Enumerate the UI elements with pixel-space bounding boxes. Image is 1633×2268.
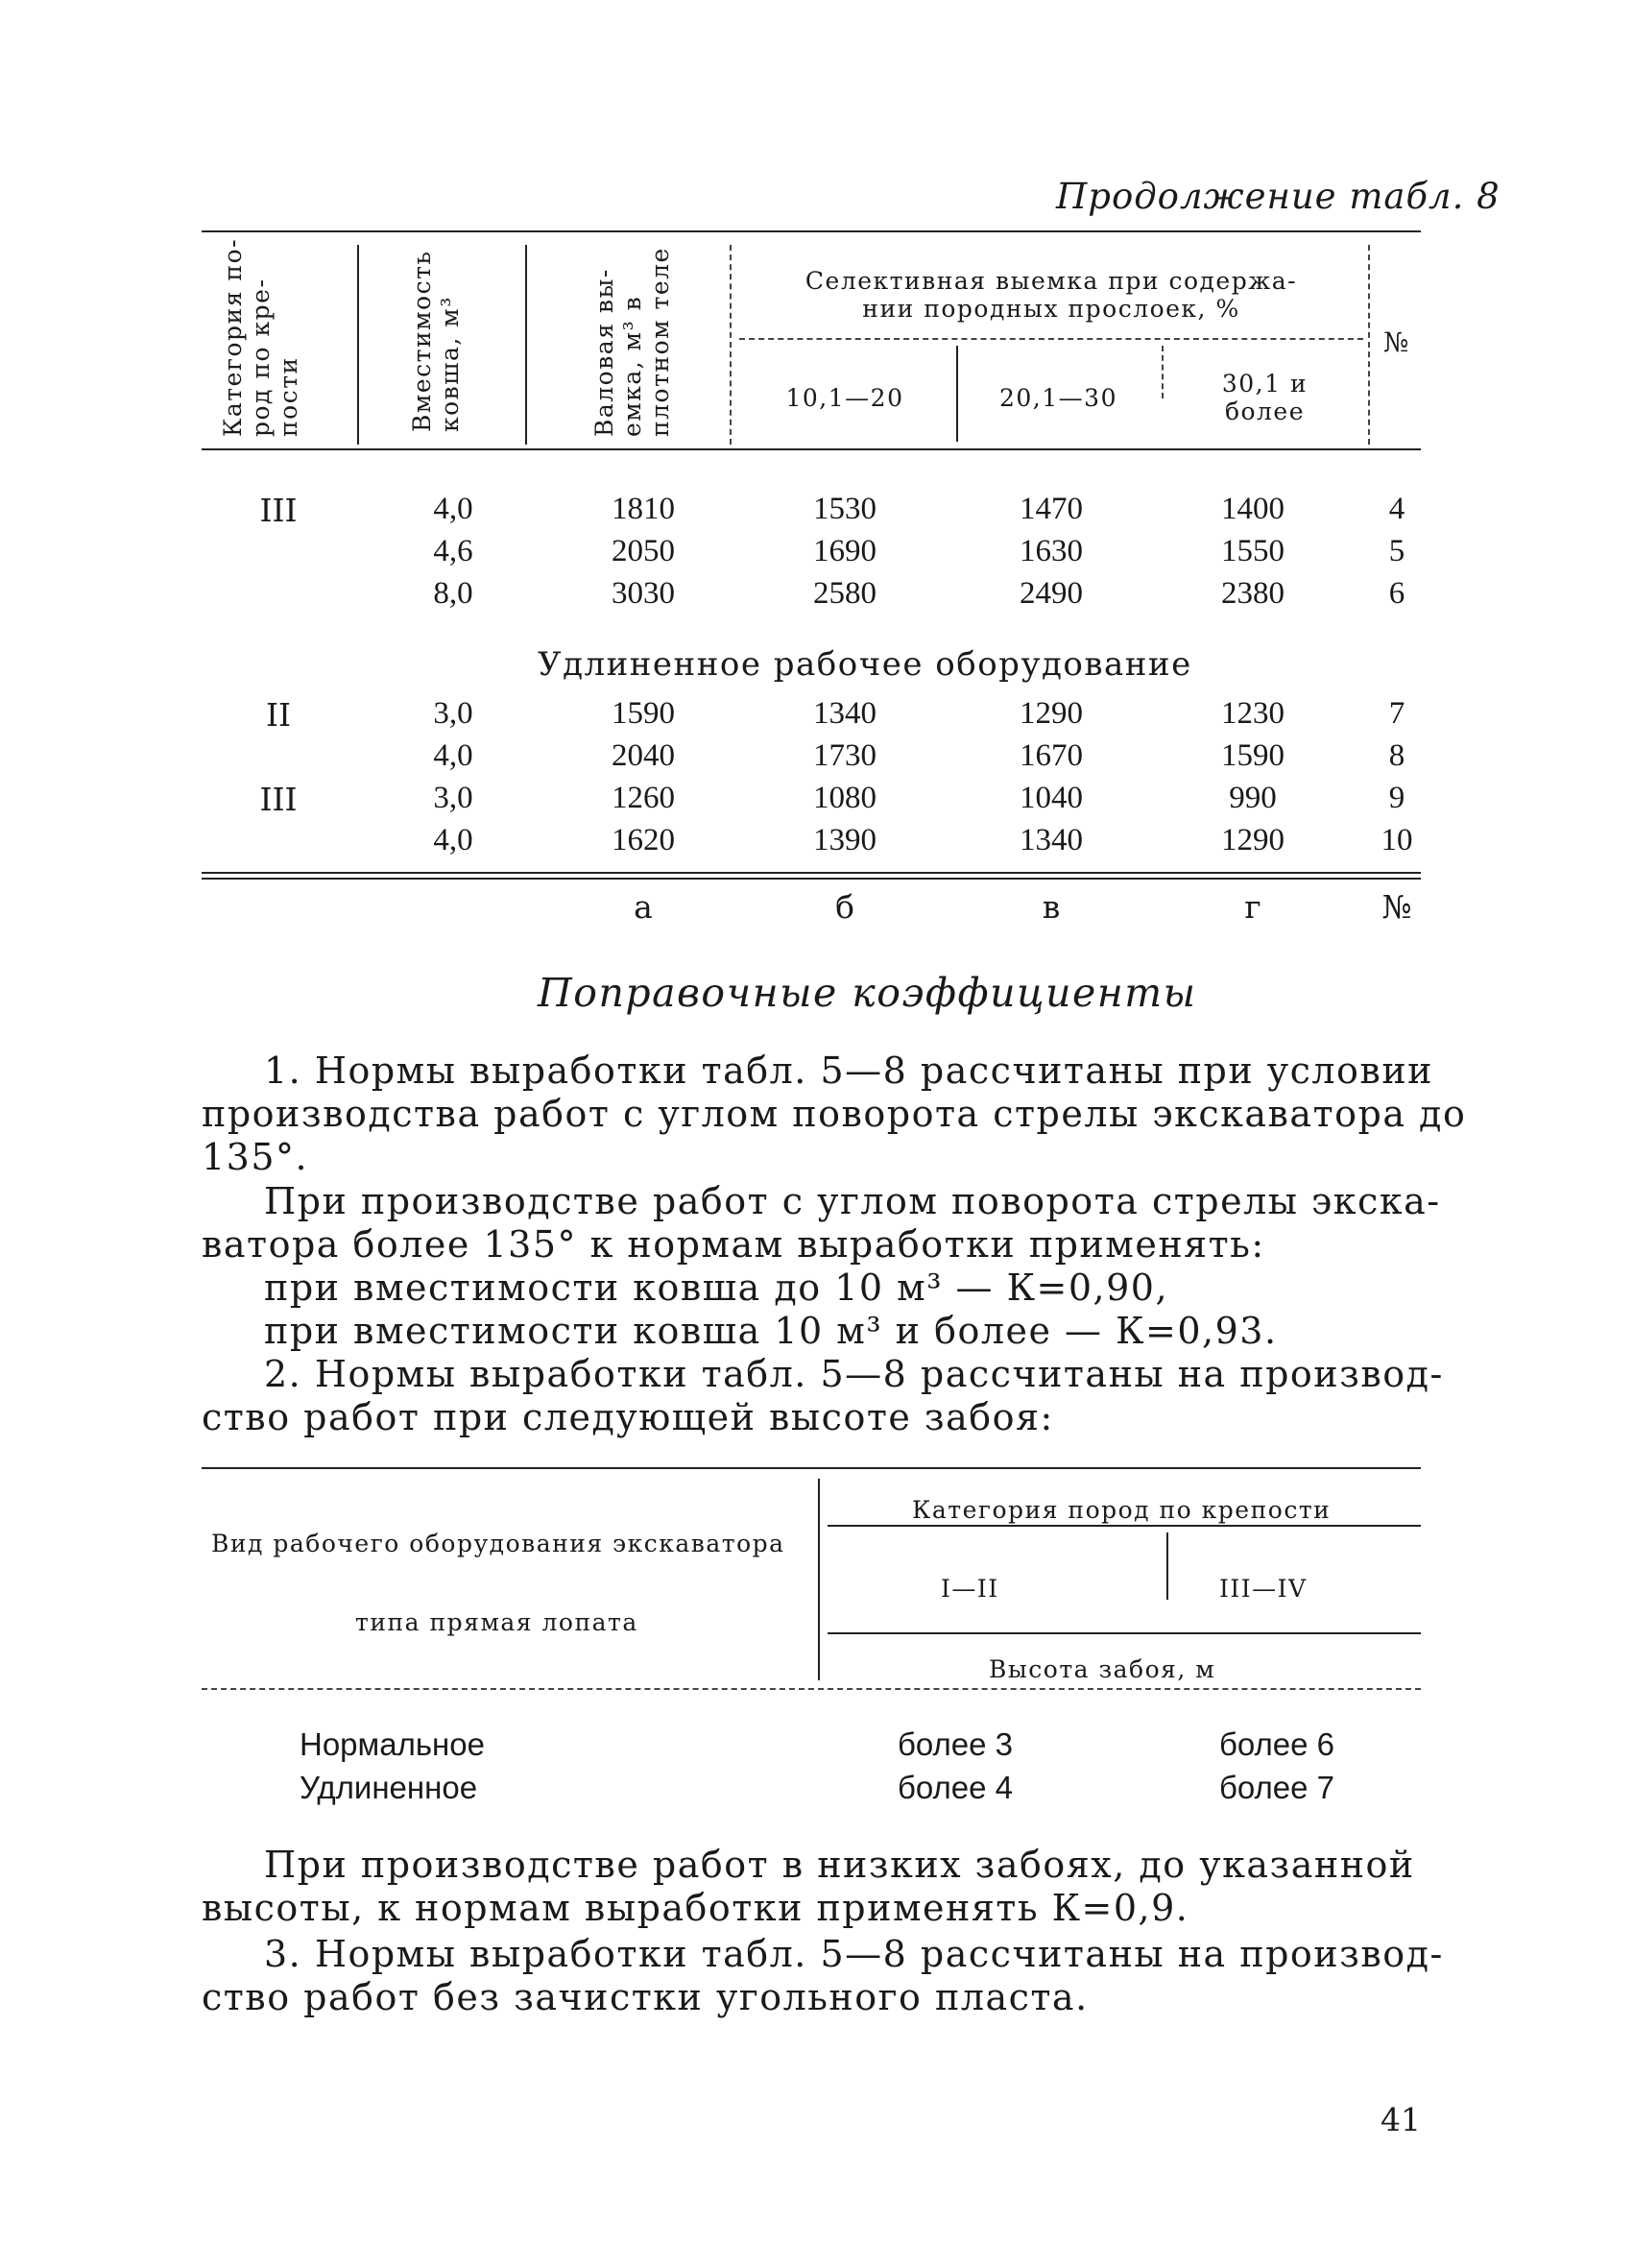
header-selective-line1: Селективная выемка при содержа- (804, 267, 1298, 295)
cell-no: 6 (1388, 576, 1405, 611)
paragraph-line: ство работ при следующей высоте забоя: (202, 1396, 1054, 1438)
footer-b: б (835, 888, 854, 926)
table2-rule-2 (828, 1632, 1421, 1634)
cell-height-2: более 6 (1219, 1726, 1335, 1762)
category-header: Категория пород по крепости (912, 1496, 1332, 1524)
cell-v: 1040 (1020, 781, 1083, 815)
paragraph-line: ватора более 135° к нормам выработки применять: (202, 1223, 1265, 1266)
cell-v: 1630 (1020, 534, 1083, 568)
paragraph-line: производства работ с углом поворота стрелы экскаватора до (202, 1093, 1467, 1135)
cell-a: 3030 (612, 576, 675, 611)
cell-b: 1080 (813, 781, 877, 815)
paragraph-line: при вместимости ковша до 10 м³ — К=0,90, (264, 1267, 1169, 1309)
cell-no: 7 (1388, 696, 1405, 731)
cell-g: 1590 (1221, 738, 1285, 773)
header-bottom-rule (202, 448, 1421, 450)
cell-bucket: 4,0 (433, 823, 473, 857)
header-selective (739, 267, 1363, 323)
cell-g: 1290 (1221, 823, 1285, 857)
cell-category: II (265, 696, 292, 734)
table2-rule-1 (828, 1525, 1421, 1527)
footer-no: № (1381, 888, 1412, 926)
page-number: 41 (1381, 2101, 1421, 2138)
paragraph-line: 135°. (202, 1136, 309, 1178)
cell-bucket: 3,0 (433, 696, 473, 731)
cell-bucket: 8,0 (433, 576, 473, 611)
cell-type: Удлиненное (300, 1770, 478, 1805)
col-divider-4 (956, 346, 958, 442)
table-top-rule (202, 230, 1421, 232)
cell-b: 2580 (813, 576, 877, 611)
paragraph-line: 3. Нормы выработки табл. 5—8 рассчитаны на производ- (264, 1933, 1444, 1975)
cell-g: 990 (1229, 781, 1277, 815)
cell-v: 1340 (1020, 823, 1083, 857)
height-header: Высота забоя, м (989, 1655, 1216, 1683)
continuation-label: Продолжение табл. 8 (1056, 176, 1501, 217)
header-range-1: 10,1—20 (785, 384, 904, 412)
header-category-line2: род по кре- (247, 277, 275, 437)
cell-a: 1260 (612, 781, 675, 815)
cell-g: 1550 (1221, 534, 1285, 568)
footer-g: г (1244, 888, 1261, 926)
header-range-2: 20,1—30 (999, 384, 1117, 412)
cell-height-2: более 7 (1219, 1770, 1335, 1805)
cell-b: 1390 (813, 823, 877, 857)
header-range-3-line2: более (1224, 398, 1306, 425)
equipment-type-header-2: типа прямая лопата (355, 1608, 638, 1636)
table2-divider (818, 1479, 820, 1680)
header-no: № (1383, 326, 1410, 358)
header-category-line3: пости (275, 356, 302, 437)
cell-bucket: 3,0 (433, 781, 473, 815)
paragraph-line: высоты, к нормам выработки применять К=0,9. (202, 1887, 1189, 1929)
header-bucket-line1: Вместимость (408, 250, 436, 432)
paragraph-line: при вместимости ковша 10 м³ и более — К=0,93. (264, 1310, 1278, 1352)
header-gross-line2: емка, м³ в (618, 295, 646, 437)
cell-category: III (259, 781, 298, 818)
col-i-ii: I—II (941, 1575, 999, 1603)
cell-v: 2490 (1020, 576, 1083, 611)
cell-g: 1230 (1221, 696, 1285, 731)
paragraph-line: При производстве работ в низких забоях, до указанной (264, 1844, 1415, 1886)
cell-no: 4 (1388, 492, 1405, 526)
header-range-3 (1166, 370, 1363, 425)
cell-g: 1400 (1221, 492, 1285, 526)
cell-g: 2380 (1221, 576, 1285, 611)
col-divider-1 (357, 245, 359, 445)
header-selective-line2: нии породных прослоек, % (862, 295, 1240, 323)
table-bottom-rule (202, 872, 1421, 874)
cell-no: 10 (1381, 823, 1413, 857)
table2-top-rule (202, 1467, 1421, 1469)
cell-b: 1690 (813, 534, 877, 568)
cell-a: 1620 (612, 823, 675, 857)
table2-bottom-rule (202, 1688, 1421, 1690)
header-gross-line1: Валовая вы- (590, 268, 618, 437)
header-range-3-line1: 30,1 и (1221, 370, 1309, 398)
col-iii-iv: III—IV (1219, 1575, 1308, 1603)
paragraph-line: 1. Нормы выработки табл. 5—8 рассчитаны при условии (264, 1050, 1433, 1092)
cell-bucket: 4,0 (433, 492, 473, 526)
header-bucket (408, 250, 464, 432)
header-bucket-line2: ковша, м³ (436, 296, 464, 432)
cell-b: 1530 (813, 492, 877, 526)
col-divider-6 (1368, 245, 1370, 445)
footer-a: а (634, 888, 653, 926)
footer-v: в (1042, 888, 1061, 926)
cell-height-1: более 4 (898, 1770, 1014, 1805)
cell-v: 1470 (1020, 492, 1083, 526)
cell-v: 1290 (1020, 696, 1083, 731)
cell-a: 1590 (612, 696, 675, 731)
col-divider-5 (1162, 346, 1164, 398)
header-gross (590, 247, 674, 437)
paragraph-line: При производстве работ с углом поворота стрелы экска- (264, 1180, 1441, 1222)
cell-no: 9 (1388, 781, 1405, 815)
cell-a: 2040 (612, 738, 675, 773)
cell-category: III (259, 492, 298, 529)
cell-no: 8 (1388, 738, 1405, 773)
cell-b: 1730 (813, 738, 877, 773)
subsection-title: Удлиненное рабочее оборудование (538, 645, 1192, 684)
section-title: Поправочные коэффициенты (538, 970, 1197, 1016)
cell-height-1: более 3 (898, 1726, 1014, 1762)
col-divider-3 (730, 245, 732, 445)
cell-v: 1670 (1020, 738, 1083, 773)
header-inner-rule (739, 338, 1363, 340)
cell-type: Нормальное (300, 1726, 485, 1762)
header-category (219, 238, 302, 437)
equipment-type-header: Вид рабочего оборудования экскаватора (211, 1530, 785, 1557)
cell-bucket: 4,0 (433, 738, 473, 773)
cell-a: 2050 (612, 534, 675, 568)
cell-b: 1340 (813, 696, 877, 731)
header-gross-line3: плотном теле (646, 247, 674, 437)
cell-bucket: 4,6 (433, 534, 473, 568)
paragraph-line: 2. Нормы выработки табл. 5—8 рассчитаны на производ- (264, 1353, 1444, 1395)
cell-no: 5 (1388, 534, 1405, 568)
paragraph-line: ство работ без зачистки угольного пласта. (202, 1976, 1089, 2018)
table-bottom-rule-2 (202, 878, 1421, 880)
cell-a: 1810 (612, 492, 675, 526)
col-divider-2 (525, 245, 527, 445)
table2-divider-2 (1166, 1532, 1168, 1600)
header-category-line1: Категория по- (219, 237, 247, 437)
